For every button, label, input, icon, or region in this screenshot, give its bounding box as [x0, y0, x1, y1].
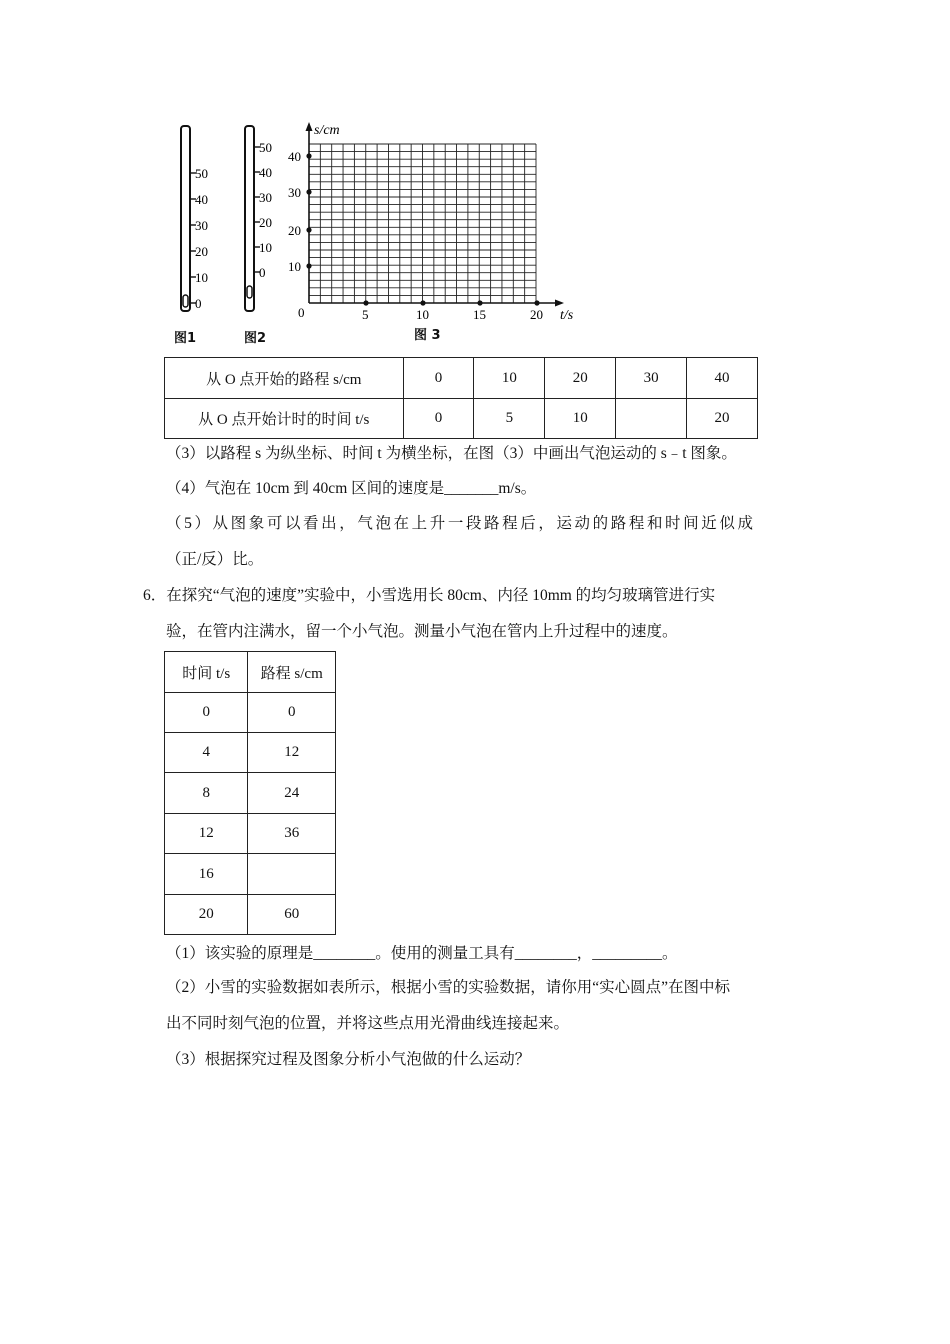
table-cell: 20 [545, 358, 616, 399]
problem-6-line1: 6．在探究“气泡的速度”实验中，小雪选用长 80cm、内径 10mm 的均匀玻璃管进行实 [143, 587, 716, 604]
table-cell-blank [616, 399, 687, 439]
table-cell: 0 [403, 399, 474, 439]
table-row [165, 814, 336, 854]
figure-svg [160, 118, 600, 346]
y-tick-dot [306, 227, 311, 232]
table-cell: 36 [248, 814, 336, 854]
table-row [165, 358, 758, 399]
question-6-3: （3）根据探究过程及图象分析小气泡做的什么运动？ [166, 1051, 531, 1068]
tube-1-tick-label: 10 [195, 270, 208, 285]
table-cell: 0 [165, 693, 248, 733]
table-cell: 4 [165, 733, 248, 773]
tube-1-tick-label: 0 [195, 296, 202, 311]
table-cell: 24 [248, 773, 336, 814]
tube-1-tick-label: 30 [195, 218, 208, 233]
tube-2-tick-label: 10 [259, 240, 272, 255]
figure-area [160, 118, 600, 346]
table-cell: 10 [474, 358, 545, 399]
table-cell: 10 [545, 399, 616, 439]
x-tick-dot [420, 300, 425, 305]
header-distance: 路程 s/cm [248, 652, 336, 693]
problem-6-line2: 验，在管内注满水，留一个小气泡。测量小气泡在管内上升过程中的速度。 [166, 623, 678, 640]
question-5-4: （4）气泡在 10cm 到 40cm 区间的速度是_______m/s。 [166, 480, 537, 497]
graph-axes [306, 122, 565, 307]
y-tick-label: 30 [288, 185, 301, 200]
tube-2 [245, 126, 254, 311]
table-row [165, 693, 336, 733]
table-cell: 8 [165, 773, 248, 814]
figure-3-label: 图 3 [414, 328, 441, 343]
table-cell: 40 [687, 358, 758, 399]
graph-y-axis-label: s/cm [314, 123, 340, 138]
table-row [165, 854, 336, 895]
y-tick-label: 40 [288, 149, 301, 164]
tube-2-tick-label: 50 [259, 140, 272, 155]
table-row [165, 895, 336, 935]
row-label-time: 从 O 点开始计时的时间 t/s [165, 399, 404, 439]
table-cell: 0 [403, 358, 474, 399]
tube-2-tick-label: 30 [259, 190, 272, 205]
question-6-2-line1: （2）小雪的实验数据如表所示，根据小雪的实验数据，请你用“实心圆点”在图中标 [166, 979, 731, 996]
header-time: 时间 t/s [165, 652, 248, 693]
tube-1-tick-label: 20 [195, 244, 208, 259]
x-tick-label: 5 [362, 307, 369, 322]
question-6-2-line2: 出不同时刻气泡的位置，并将这些点用光滑曲线连接起来。 [166, 1015, 570, 1032]
tube-1 [181, 126, 190, 311]
graph-grid [309, 144, 536, 303]
y-tick-label: 20 [288, 223, 301, 238]
tube-1-tick-label: 50 [195, 166, 208, 181]
question-6-1: （1）该实验的原理是________。使用的测量工具有________，_________。 [166, 945, 678, 962]
table-row [165, 399, 758, 439]
table-cell: 20 [687, 399, 758, 439]
graph-x-axis-label: t/s [560, 308, 574, 323]
figure-1-label: 图1 [174, 331, 197, 346]
tube-1-tick-label: 40 [195, 192, 208, 207]
x-tick-dot [477, 300, 482, 305]
y-tick-dot [306, 189, 311, 194]
table-cell: 60 [248, 895, 336, 935]
table-cell: 0 [248, 693, 336, 733]
x-tick-label: 20 [530, 307, 543, 322]
table-header-row [165, 652, 336, 693]
question-5-5-line2: （正/反）比。 [166, 551, 264, 568]
bubble-data-table-2 [164, 651, 336, 935]
question-5-3: （3）以路程 s 为纵坐标、时间 t 为横坐标，在图（3）中画出气泡运动的 s﹣t 图象。 [166, 445, 737, 462]
x-tick-dot [534, 300, 539, 305]
x-tick-dot [363, 300, 368, 305]
graph-origin-label: 0 [298, 305, 305, 320]
tube-2-tick-label: 20 [259, 215, 272, 230]
y-tick-dot [306, 153, 311, 158]
bubble-data-table-1 [164, 357, 758, 439]
tube-2-tick-label: 0 [259, 265, 266, 280]
table-cell-blank [248, 854, 336, 895]
y-tick-dot [306, 263, 311, 268]
row-label-distance: 从 O 点开始的路程 s/cm [165, 358, 404, 399]
question-5-5-line1: （5）从图象可以看出，气泡在上升一段路程后，运动的路程和时间近似成 [166, 515, 756, 532]
x-tick-label: 15 [473, 307, 486, 322]
table-row [165, 773, 336, 814]
y-tick-label: 10 [288, 259, 301, 274]
x-tick-label: 10 [416, 307, 429, 322]
table-row [165, 733, 336, 773]
table-cell: 12 [248, 733, 336, 773]
figure-2-label: 图2 [244, 331, 267, 346]
table-cell: 5 [474, 399, 545, 439]
tube-2-tick-label: 40 [259, 165, 272, 180]
table-cell: 16 [165, 854, 248, 895]
table-cell: 12 [165, 814, 248, 854]
table-cell: 20 [165, 895, 248, 935]
table-cell: 30 [616, 358, 687, 399]
